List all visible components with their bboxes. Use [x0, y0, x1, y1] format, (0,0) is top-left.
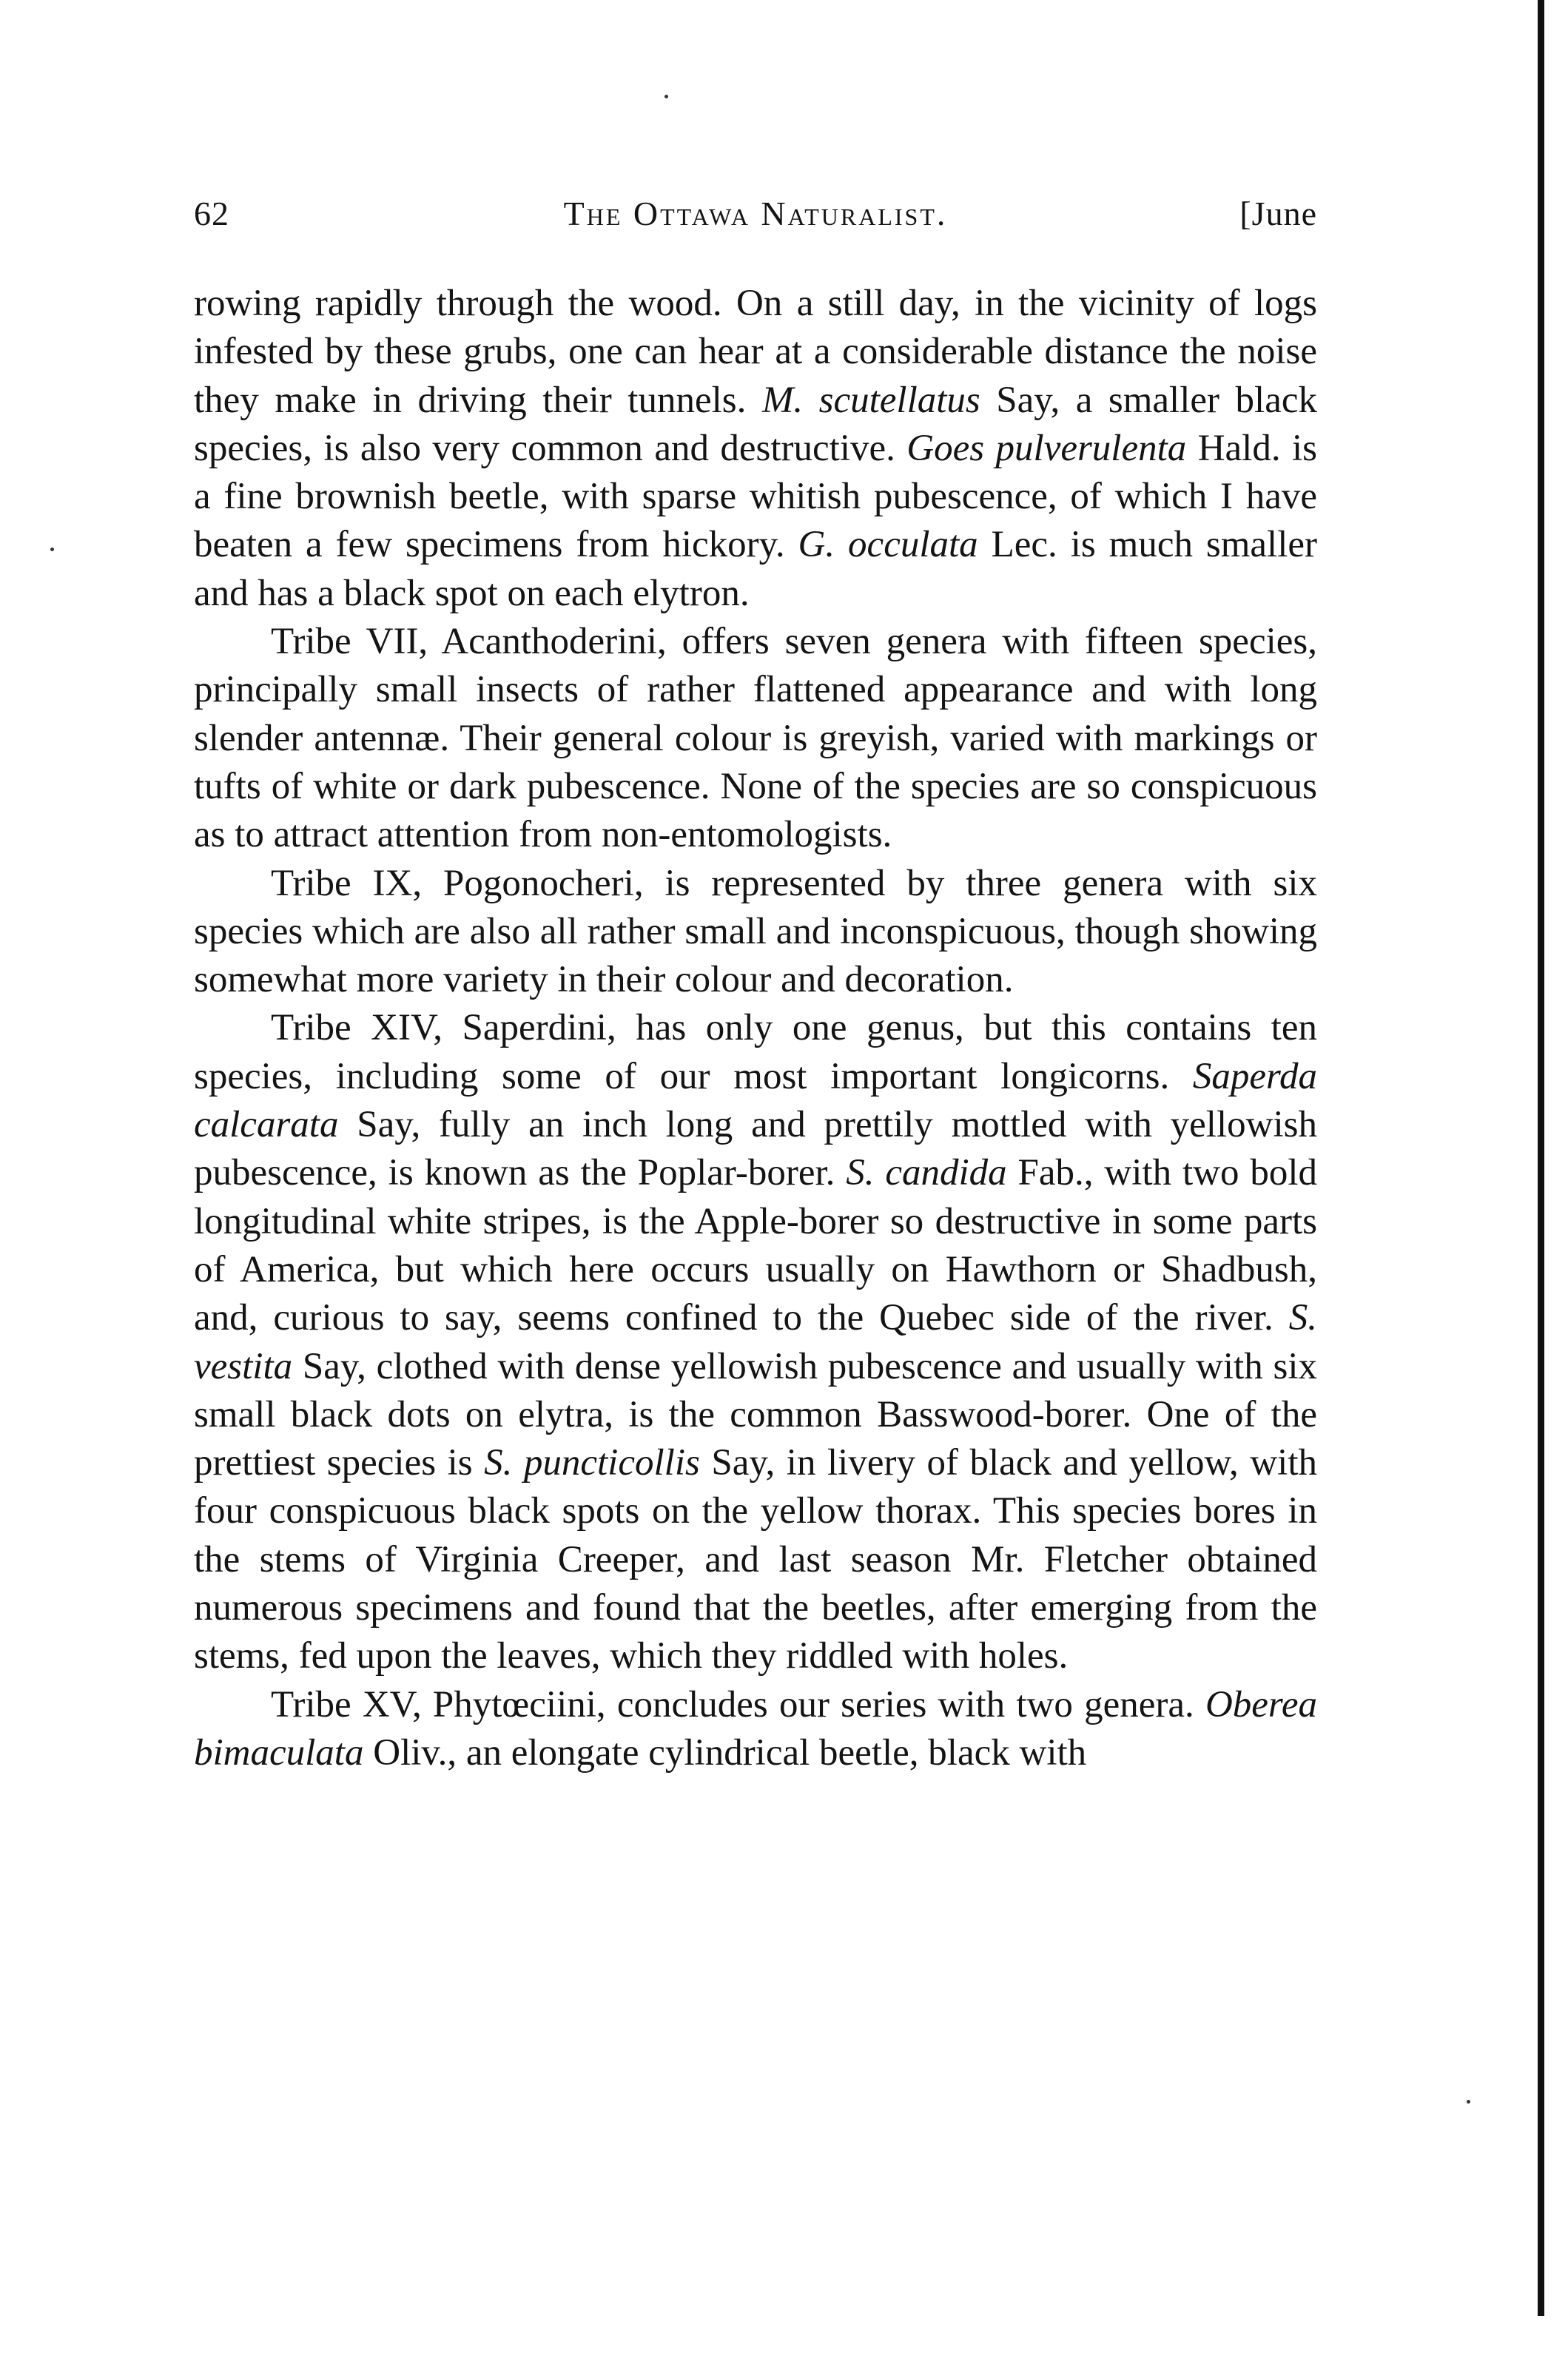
paragraph	[194, 860, 1317, 1005]
text-run: Oliv., an elongate cylindrical beetle, black with	[363, 1731, 1087, 1774]
paragraph	[194, 1681, 1317, 1778]
species-name: G. occulata	[798, 524, 978, 566]
text-run: Fab., with two bold longitudinal white stripes, is the Apple-borer so destructive in some parts of America, but which here occurs usually on Hawthorn or Shadbush, and, curious to say, seems confined to the Quebec side of the river.	[194, 1152, 1317, 1339]
text-run: Say, in livery of black and yellow, with four conspicuous black spots on the yellow thorax. This species bores in the stems of Virginia Creeper, and last season Mr. Fletcher obtained numerous specimens and found that the beetles, after emerging from the stems, fed upon the leaves, which they riddled with holes.	[194, 1442, 1317, 1677]
scan-speck	[664, 95, 668, 98]
issue-month: [June	[1239, 195, 1317, 232]
text-run: Say, a smaller black species, is also very common and destructive.	[194, 379, 1317, 469]
text-run: Lec. is much smaller and has a black spot on each elytron.	[194, 524, 1317, 614]
text-run: Tribe VII, Acanthoderini, offers seven genera with fifteen species, principally small insects of rather flattened appearance and with long slender antennæ. Their general colour is greyish, varied with markings or tufts of white or dark pubescence. None of the species are so conspicuous as to attract attention from non-entomologists.	[194, 621, 1317, 856]
text-run: Tribe XIV, Saperdini, has only one genus, but this contains ten species, including some of our most important longicorns.	[194, 1007, 1317, 1097]
text-run: Tribe IX, Pogonocheri, is represented by three genera with six species which are also all rather small and inconspicuous, though showing somewhat more variety in their colour and decoration.	[194, 862, 1317, 1001]
species-name: S. vestita	[194, 1297, 1317, 1387]
paragraph	[194, 1004, 1317, 1680]
species-name: Goes pulverulenta	[906, 427, 1187, 469]
paragraph	[194, 618, 1317, 859]
scan-speck	[1467, 2100, 1470, 2104]
species-name: M. scutellatus	[761, 379, 980, 421]
body-text	[194, 280, 1317, 1777]
text-run: Hald. is a fine brownish beetle, with sparse whitish pubescence, of which I have beaten a few specimens from hickory.	[194, 427, 1318, 566]
page-number: 62	[194, 195, 229, 232]
paragraph	[194, 280, 1317, 618]
running-header	[194, 194, 1317, 253]
text-run: rowing rapidly through the wood. On a still day, in the vicinity of logs infested by these grubs, one can hear at a considerable distance the noise they make in driving their tunnels.	[194, 283, 1317, 421]
text-run: Tribe XV, Phytœciini, concludes our series with two genera.	[271, 1683, 1205, 1725]
species-name: Saperda calcarata	[194, 1055, 1317, 1146]
scan-speck	[50, 548, 54, 551]
species-name: Oberea bimaculata	[194, 1683, 1317, 1774]
running-title: The Ottawa Naturalist.	[563, 195, 948, 232]
scan-edge-line	[1538, 0, 1544, 2316]
text-run: Say, clothed with dense yellowish pubescence and usually with six small black dots on elytra, is the common Basswood-borer. One of the prettiest species is	[194, 1345, 1317, 1484]
species-name: S. candida	[846, 1152, 1007, 1194]
text-run: Say, fully an inch long and prettily mottled with yellowish pubescence, is known as the Poplar-borer.	[194, 1104, 1317, 1194]
species-name: S. puncticollis	[484, 1442, 700, 1484]
